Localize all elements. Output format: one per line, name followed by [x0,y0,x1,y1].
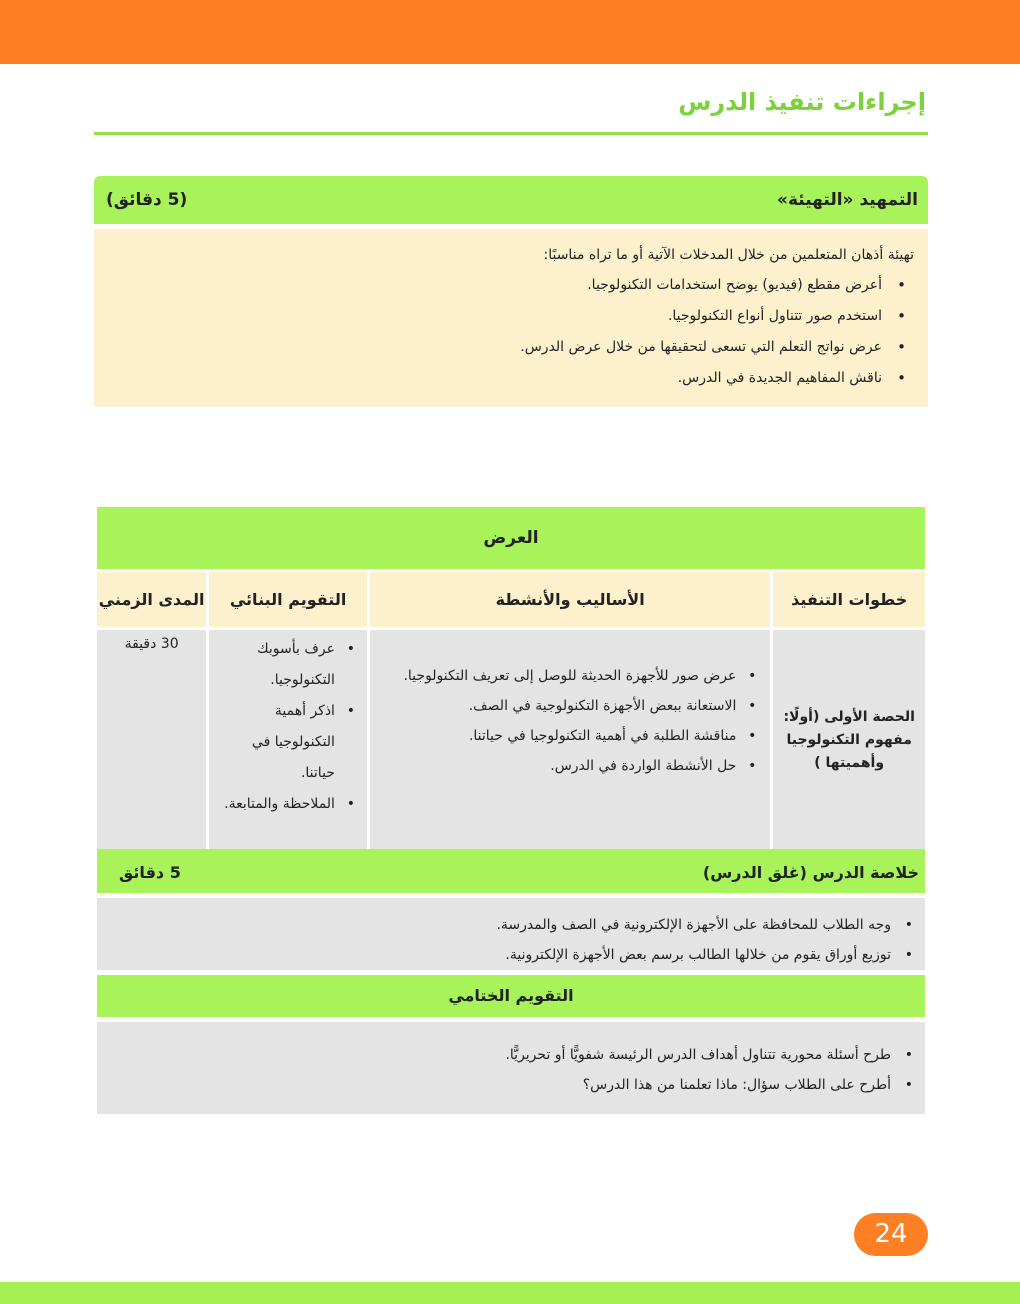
list-item: • ناقش المفاهيم الجديدة في الدرس. [520,368,914,399]
warmup-time: (5 دقائق) [106,190,188,210]
warmup-intro: تهيئة أذهان المتعلمين من خلال المدخلات الآتية أو ما تراه مناسبًا: [543,247,914,263]
final-evaluation-title: التقويم الختامي [97,975,925,1017]
header-time: المدى الزمني [97,572,206,627]
header-evaluation: التقويم البنائي [209,572,367,627]
presentation-table [94,504,928,853]
warmup-header [94,176,928,224]
list-item: • عرض نواتج التعلم التي تسعى لتحقيقها من خلال عرض الدرس. [520,337,914,368]
list-item: • حل الأنشطة الواردة في الدرس. [378,752,736,780]
summary-header [97,849,925,893]
warmup-list [520,275,914,399]
list-item: • الملاحظة والمتابعة. [215,789,335,820]
title-divider [94,132,928,135]
list-item: • عرف بأسوبك التكنولوجيا. [215,634,335,696]
methods-list [370,662,770,780]
time-cell: 30 دقيقة [97,630,206,850]
header-steps: خطوات التنفيذ [773,572,925,627]
presentation-title: العرض [97,507,925,569]
page-title: إجراءات تنفيذ الدرس [678,88,926,116]
page-number: 24 [854,1213,928,1256]
list-item: • عرض صور للأجهزة الحديثة للوصل إلى تعريف التكنولوجيا. [378,662,736,690]
summary-list [496,910,917,970]
list-item: • أعرض مقطع (فيديو) يوضح استخدامات التكنولوجيا. [520,275,914,306]
summary-title: خلاصة الدرس (غلق الدرس) [702,863,919,882]
warmup-body [94,229,928,407]
warmup-title: التمهيد «التهيئة» [777,190,918,210]
methods-cell [370,630,770,850]
summary-body [97,898,925,970]
bottom-green-bar [0,1282,1020,1304]
evaluation-cell [209,630,367,850]
header-methods: الأساليب والأنشطة [370,572,770,627]
top-orange-bar [0,0,1020,64]
list-item: • طرح أسئلة محورية تتناول أهداف الدرس الرئيسة شفويًّا أو تحريريًّا. [505,1040,917,1070]
final-evaluation-list [505,1040,917,1100]
list-item: • اذكر أهمية التكنولوجيا في حياتنا. [215,696,335,789]
evaluation-list [209,634,367,820]
list-item: • أطرح على الطلاب سؤال: ماذا تعلمنا من هذا الدرس؟ [505,1070,917,1100]
list-item: • الاستعانة ببعض الأجهزة التكنولوجية في الصف. [378,692,736,720]
summary-time: 5 دقائق [119,863,181,882]
step-cell: الحصة الأولى (أولًا: مفهوم التكنولوجيا وأهميتها ) [773,630,925,850]
final-evaluation-body [97,1022,925,1114]
list-item: • وجه الطلاب للمحافظة على الأجهزة الإلكترونية في الصف والمدرسة. [496,910,917,940]
list-item: • استخدم صور تتناول أنواع التكنولوجيا. [520,306,914,337]
list-item: • توزيع أوراق يقوم من خلالها الطالب برسم بعض الأجهزة الإلكترونية. [496,940,917,970]
list-item: • مناقشة الطلبة في أهمية التكنولوجيا في حياتنا. [378,722,736,750]
